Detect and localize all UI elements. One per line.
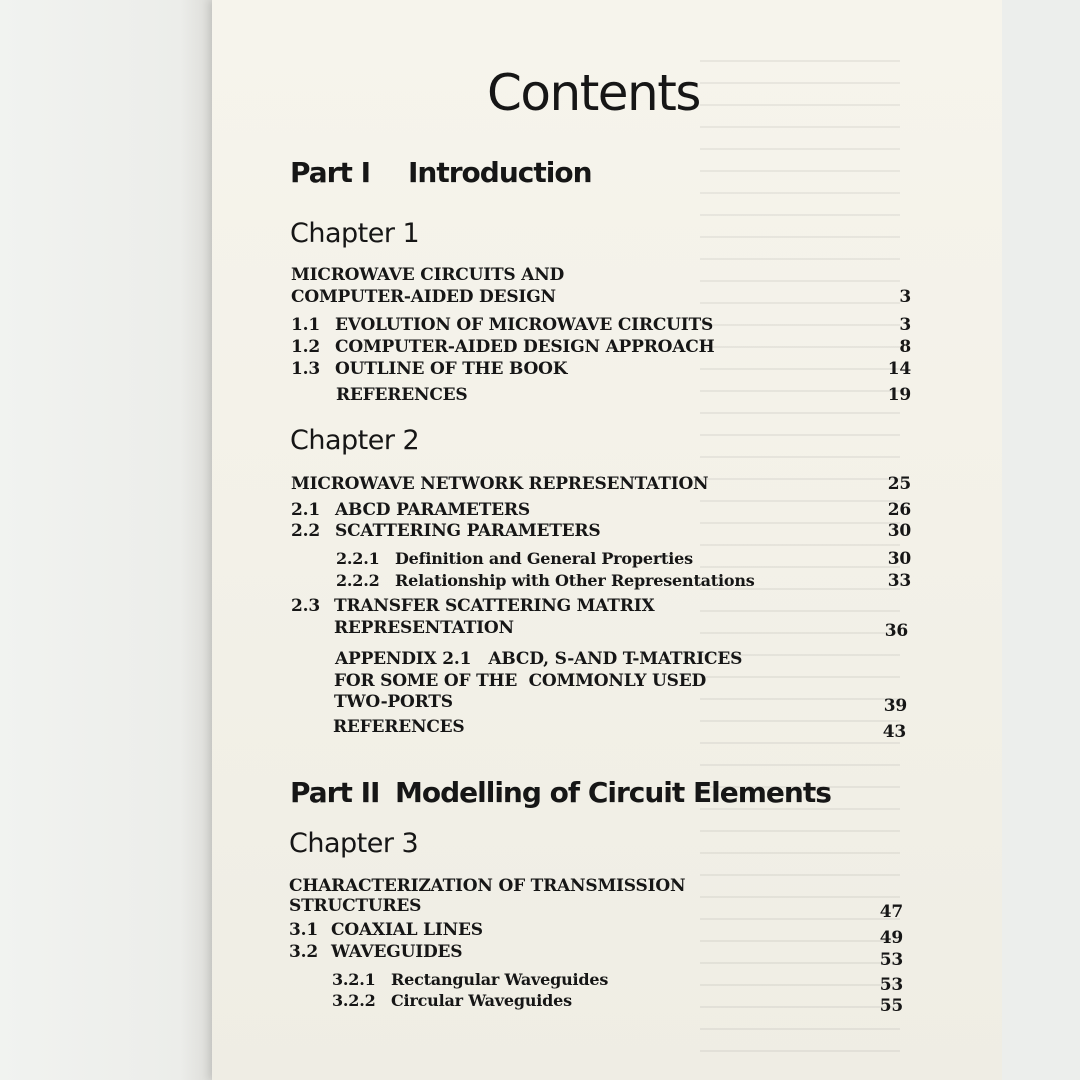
subentry-page: 55 [879,996,903,1016]
entry-page: 14 [887,359,911,379]
chapter-1-title-line2: COMPUTER-AIDED DESIGN [291,287,556,307]
subentry-title: Circular Waveguides [391,991,572,1010]
entry-title: SCATTERING PARAMETERS [335,521,601,541]
chapter-3-title-line2: STRUCTURES [289,896,422,916]
chapter-1-page: 3 [899,287,911,307]
chapter-3-title-line1: CHARACTERIZATION OF TRANSMISSION [289,876,686,896]
entry-page: 19 [887,385,911,405]
entry-title: COAXIAL LINES [331,920,483,940]
subentry-page: 53 [879,975,903,995]
entry-title-line2: REPRESENTATION [334,618,514,638]
entry-number: 3.1 [289,920,318,940]
subentry-page: 33 [887,571,911,591]
entry-page: 49 [879,928,903,948]
entry-title-line1: TRANSFER SCATTERING MATRIX [334,596,655,616]
entry-page: 36 [884,621,908,641]
page-edge [1002,0,1080,1080]
subentry-title: Definition and General Properties [395,549,693,568]
references-entry: REFERENCES [333,717,465,737]
entry-number: 2.1 [291,500,320,520]
subentry-number: 2.2.2 [336,571,380,590]
subentry-page: 30 [887,549,911,569]
part-2-label: Part II [290,776,380,809]
entry-title: REFERENCES [336,385,468,405]
entry-title: WAVEGUIDES [331,942,463,962]
entry-number: 1.2 [291,337,320,357]
subentry-number: 2.2.1 [336,549,380,568]
chapter-2-title: MICROWAVE NETWORK REPRESENTATION [291,474,709,494]
entry-page: 3 [899,315,911,335]
appendix-line3: TWO-PORTS [334,692,453,712]
entry-number: 1.3 [291,359,320,379]
chapter-1-title-line1: MICROWAVE CIRCUITS AND [291,265,565,285]
page-title: Contents [487,64,700,122]
entry-title: EVOLUTION OF MICROWAVE CIRCUITS [335,315,714,335]
chapter-2-heading: Chapter 2 [290,425,420,456]
part-1-label: Part I [290,156,371,189]
entry-page: 8 [899,337,911,357]
appendix-page: 39 [883,696,907,716]
entry-number: 3.2 [289,942,318,962]
appendix-line1: APPENDIX 2.1 ABCD, S-AND T-MATRICES [335,649,743,669]
subentry-number: 3.2.1 [332,970,376,989]
entry-page: 26 [887,500,911,520]
entry-number: 2.3 [291,596,320,616]
appendix-line2: FOR SOME OF THE COMMONLY USED [334,671,707,691]
references-page: 43 [882,722,906,742]
chapter-3-heading: Chapter 3 [289,828,419,859]
subentry-title: Rectangular Waveguides [391,970,609,989]
chapter-1-heading: Chapter 1 [290,218,420,249]
chapter-2-page: 25 [887,474,911,494]
entry-title: OUTLINE OF THE BOOK [335,359,568,379]
entry-title: ABCD PARAMETERS [335,500,530,520]
left-page [0,0,212,1080]
part-1-title: Introduction [408,156,592,189]
entry-page: 53 [879,950,903,970]
entry-number: 2.2 [291,521,320,541]
entry-title: COMPUTER-AIDED DESIGN APPROACH [335,337,715,357]
subentry-number: 3.2.2 [332,991,376,1010]
part-2-title: Modelling of Circuit Elements [395,776,831,809]
entry-page: 30 [887,521,911,541]
entry-number: 1.1 [291,315,320,335]
chapter-3-page: 47 [879,902,903,922]
subentry-title: Relationship with Other Representations [395,571,755,590]
